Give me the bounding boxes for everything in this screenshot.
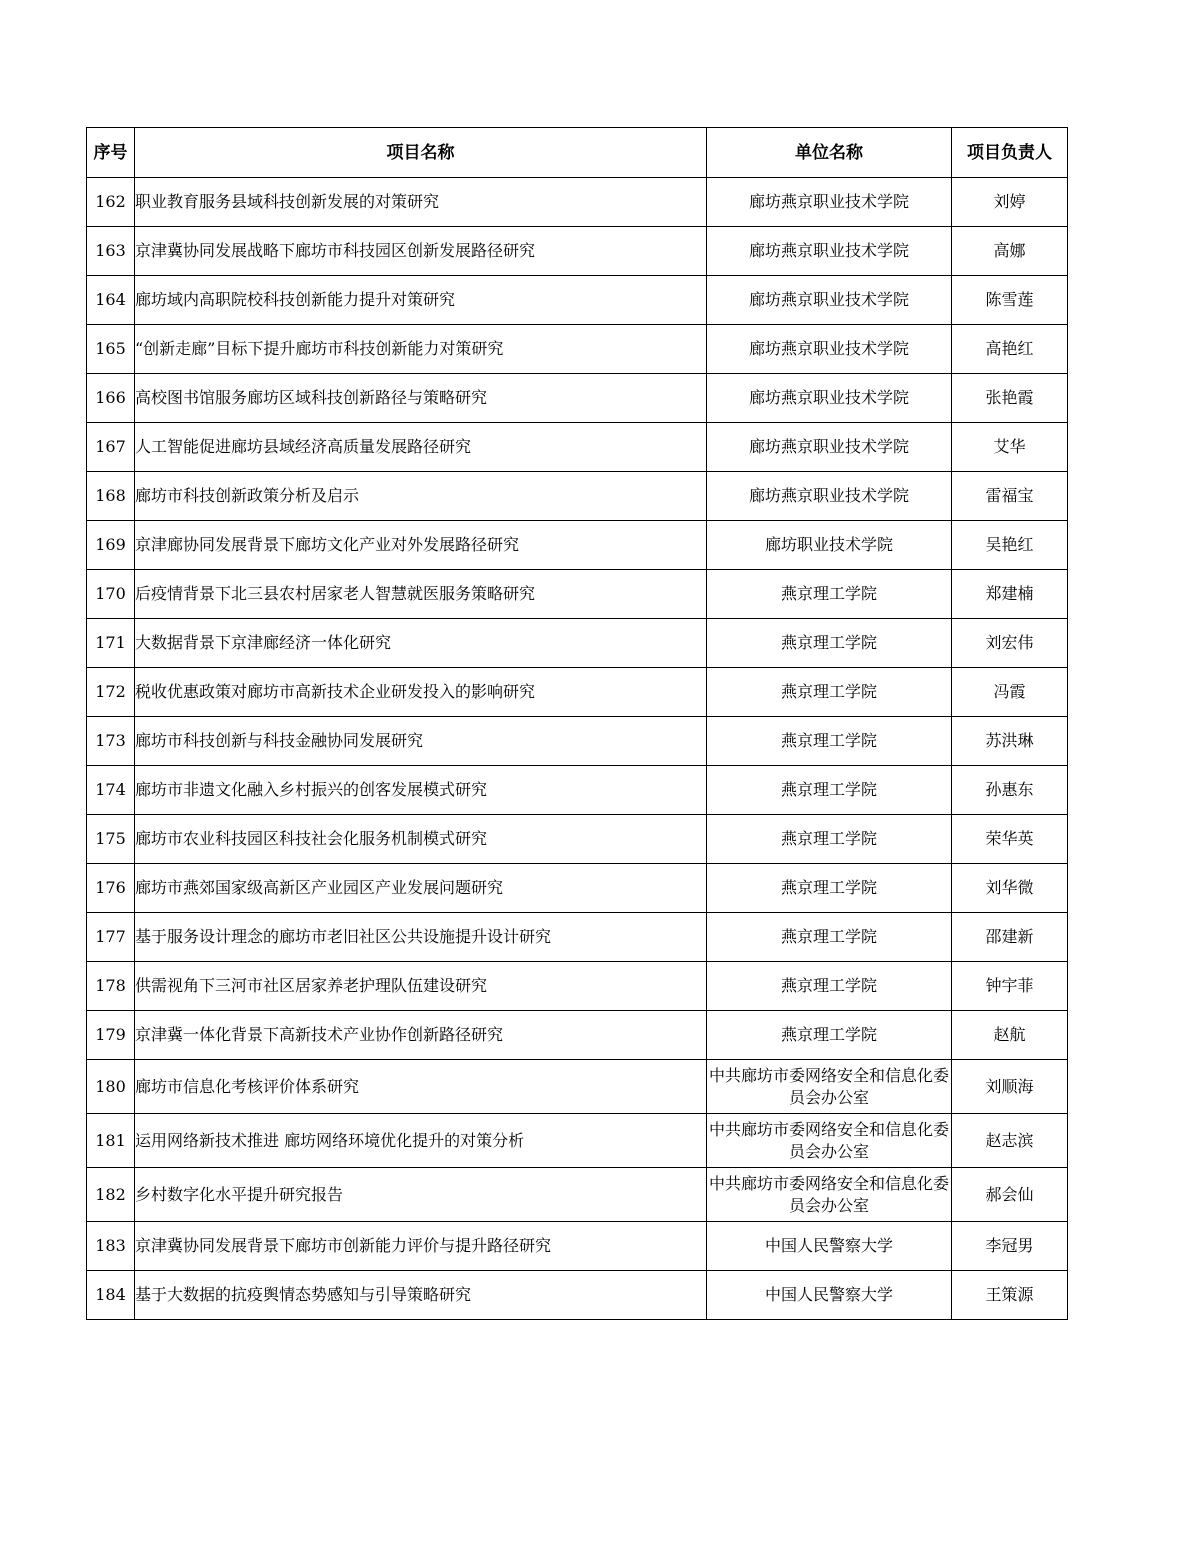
project-lead: 刘宏伟 — [952, 619, 1068, 668]
header-unit: 单位名称 — [707, 128, 952, 178]
project-lead: 郝会仙 — [952, 1168, 1068, 1222]
project-lead: 赵志滨 — [952, 1114, 1068, 1168]
row-number: 176 — [87, 864, 135, 913]
unit-name: 廊坊燕京职业技术学院 — [707, 423, 952, 472]
table-row — [87, 913, 1068, 962]
table-row — [87, 1114, 1068, 1168]
project-name: 运用网络新技术推进 廊坊网络环境优化提升的对策分析 — [135, 1114, 707, 1168]
row-number: 167 — [87, 423, 135, 472]
project-name: 京津廊协同发展背景下廊坊文化产业对外发展路径研究 — [135, 521, 707, 570]
table-row — [87, 1168, 1068, 1222]
unit-name: 燕京理工学院 — [707, 717, 952, 766]
unit-name: 中共廊坊市委网络安全和信息化委员会办公室 — [707, 1168, 952, 1222]
header-lead: 项目负责人 — [952, 128, 1068, 178]
table-row — [87, 1271, 1068, 1320]
project-lead: 王策源 — [952, 1271, 1068, 1320]
table-row — [87, 619, 1068, 668]
row-number: 162 — [87, 178, 135, 227]
table-row — [87, 815, 1068, 864]
table-row — [87, 1011, 1068, 1060]
table-row — [87, 178, 1068, 227]
table-body — [87, 178, 1068, 1320]
table-row — [87, 864, 1068, 913]
row-number: 169 — [87, 521, 135, 570]
project-name: “创新走廊”目标下提升廊坊市科技创新能力对策研究 — [135, 325, 707, 374]
project-name: 基于大数据的抗疫舆情态势感知与引导策略研究 — [135, 1271, 707, 1320]
table-row — [87, 423, 1068, 472]
project-name: 高校图书馆服务廊坊区域科技创新路径与策略研究 — [135, 374, 707, 423]
unit-name: 廊坊燕京职业技术学院 — [707, 325, 952, 374]
project-lead: 刘华微 — [952, 864, 1068, 913]
unit-name: 廊坊燕京职业技术学院 — [707, 374, 952, 423]
table-row — [87, 472, 1068, 521]
table-row — [87, 570, 1068, 619]
project-lead: 苏洪琳 — [952, 717, 1068, 766]
project-lead: 高艳红 — [952, 325, 1068, 374]
project-name: 后疫情背景下北三县农村居家老人智慧就医服务策略研究 — [135, 570, 707, 619]
unit-name: 廊坊职业技术学院 — [707, 521, 952, 570]
project-lead: 艾华 — [952, 423, 1068, 472]
project-name: 廊坊域内高职院校科技创新能力提升对策研究 — [135, 276, 707, 325]
project-name: 人工智能促进廊坊县域经济高质量发展路径研究 — [135, 423, 707, 472]
unit-name: 廊坊燕京职业技术学院 — [707, 472, 952, 521]
row-number: 179 — [87, 1011, 135, 1060]
row-number: 164 — [87, 276, 135, 325]
project-name: 乡村数字化水平提升研究报告 — [135, 1168, 707, 1222]
table-row — [87, 521, 1068, 570]
project-lead: 刘顺海 — [952, 1060, 1068, 1114]
row-number: 175 — [87, 815, 135, 864]
project-lead: 陈雪莲 — [952, 276, 1068, 325]
table-row — [87, 766, 1068, 815]
row-number: 171 — [87, 619, 135, 668]
table-row — [87, 668, 1068, 717]
project-lead: 雷福宝 — [952, 472, 1068, 521]
unit-name: 中国人民警察大学 — [707, 1222, 952, 1271]
project-name: 廊坊市科技创新政策分析及启示 — [135, 472, 707, 521]
row-number: 166 — [87, 374, 135, 423]
unit-name: 燕京理工学院 — [707, 570, 952, 619]
project-name: 廊坊市科技创新与科技金融协同发展研究 — [135, 717, 707, 766]
unit-name: 廊坊燕京职业技术学院 — [707, 178, 952, 227]
row-number: 165 — [87, 325, 135, 374]
project-lead: 钟宇菲 — [952, 962, 1068, 1011]
row-number: 184 — [87, 1271, 135, 1320]
unit-name: 燕京理工学院 — [707, 668, 952, 717]
project-lead: 刘婷 — [952, 178, 1068, 227]
project-name: 京津冀一体化背景下高新技术产业协作创新路径研究 — [135, 1011, 707, 1060]
project-lead: 邵建新 — [952, 913, 1068, 962]
project-table — [86, 127, 1068, 1320]
header-no: 序号 — [87, 128, 135, 178]
project-name: 廊坊市农业科技园区科技社会化服务机制模式研究 — [135, 815, 707, 864]
project-name: 京津冀协同发展背景下廊坊市创新能力评价与提升路径研究 — [135, 1222, 707, 1271]
table-row — [87, 325, 1068, 374]
row-number: 174 — [87, 766, 135, 815]
unit-name: 中共廊坊市委网络安全和信息化委员会办公室 — [707, 1060, 952, 1114]
row-number: 178 — [87, 962, 135, 1011]
unit-name: 中国人民警察大学 — [707, 1271, 952, 1320]
table-row — [87, 276, 1068, 325]
row-number: 181 — [87, 1114, 135, 1168]
project-lead: 高娜 — [952, 227, 1068, 276]
table-row — [87, 717, 1068, 766]
unit-name: 燕京理工学院 — [707, 619, 952, 668]
project-name: 基于服务设计理念的廊坊市老旧社区公共设施提升设计研究 — [135, 913, 707, 962]
project-name: 京津冀协同发展战略下廊坊市科技园区创新发展路径研究 — [135, 227, 707, 276]
unit-name: 燕京理工学院 — [707, 962, 952, 1011]
row-number: 170 — [87, 570, 135, 619]
project-name: 廊坊市燕郊国家级高新区产业园区产业发展问题研究 — [135, 864, 707, 913]
project-name: 大数据背景下京津廊经济一体化研究 — [135, 619, 707, 668]
table-header-row — [87, 128, 1068, 178]
row-number: 172 — [87, 668, 135, 717]
row-number: 182 — [87, 1168, 135, 1222]
header-name: 项目名称 — [135, 128, 707, 178]
table-row — [87, 962, 1068, 1011]
project-lead: 张艳霞 — [952, 374, 1068, 423]
project-name: 廊坊市信息化考核评价体系研究 — [135, 1060, 707, 1114]
table-row — [87, 1060, 1068, 1114]
unit-name: 燕京理工学院 — [707, 864, 952, 913]
project-lead: 李冠男 — [952, 1222, 1068, 1271]
row-number: 168 — [87, 472, 135, 521]
project-name: 供需视角下三河市社区居家养老护理队伍建设研究 — [135, 962, 707, 1011]
project-lead: 郑建楠 — [952, 570, 1068, 619]
project-name: 职业教育服务县域科技创新发展的对策研究 — [135, 178, 707, 227]
project-name: 税收优惠政策对廊坊市高新技术企业研发投入的影响研究 — [135, 668, 707, 717]
table-row — [87, 1222, 1068, 1271]
row-number: 180 — [87, 1060, 135, 1114]
row-number: 163 — [87, 227, 135, 276]
row-number: 173 — [87, 717, 135, 766]
unit-name: 燕京理工学院 — [707, 913, 952, 962]
unit-name: 廊坊燕京职业技术学院 — [707, 227, 952, 276]
unit-name: 燕京理工学院 — [707, 766, 952, 815]
row-number: 183 — [87, 1222, 135, 1271]
project-lead: 荣华英 — [952, 815, 1068, 864]
row-number: 177 — [87, 913, 135, 962]
unit-name: 廊坊燕京职业技术学院 — [707, 276, 952, 325]
table-row — [87, 374, 1068, 423]
unit-name: 中共廊坊市委网络安全和信息化委员会办公室 — [707, 1114, 952, 1168]
project-lead: 吴艳红 — [952, 521, 1068, 570]
table-row — [87, 227, 1068, 276]
project-lead: 赵航 — [952, 1011, 1068, 1060]
unit-name: 燕京理工学院 — [707, 815, 952, 864]
project-lead: 孙惠东 — [952, 766, 1068, 815]
project-name: 廊坊市非遗文化融入乡村振兴的创客发展模式研究 — [135, 766, 707, 815]
project-lead: 冯霞 — [952, 668, 1068, 717]
unit-name: 燕京理工学院 — [707, 1011, 952, 1060]
